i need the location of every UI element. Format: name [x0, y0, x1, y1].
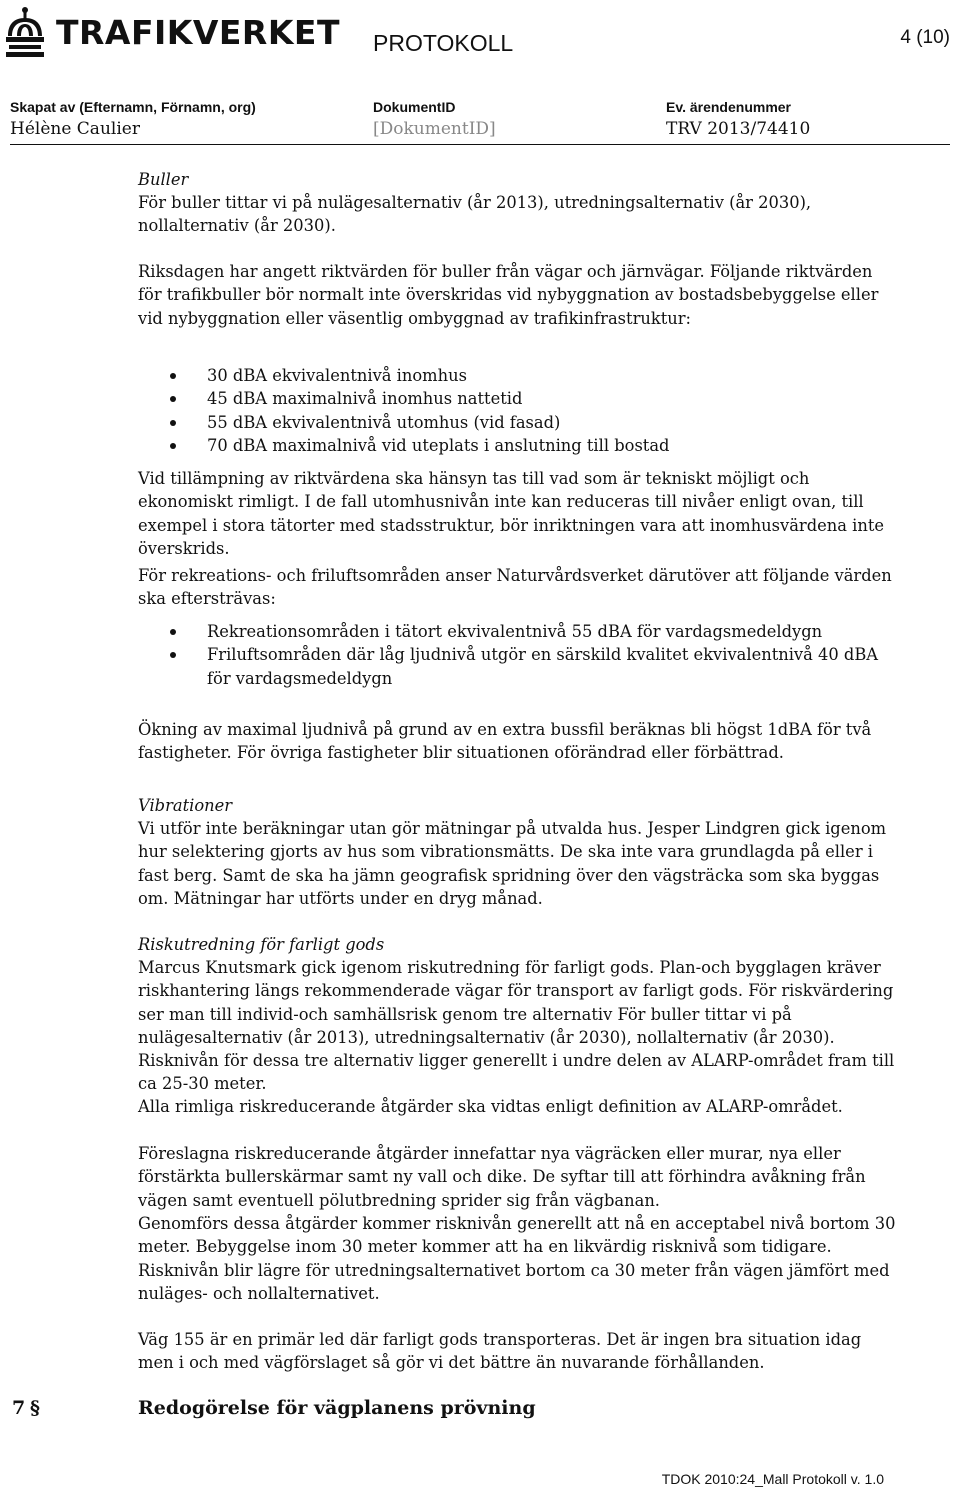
risk-paragraph: Genomförs dessa åtgärder kommer risknivån generellt att nå en acceptabel nivå bortom 30 meter. Bebyggelse inom 30 meter kommer att ha en likvärdig risknivå som tidigare. Risknivån blir lägre för utredningsalternativet bortom ca 30 meter från vägen jämfört med nuläges- och nollalternativet. [138, 1214, 896, 1303]
buller-paragraph: För rekreations- och friluftsområden anser Naturvårdsverket därutöver att följande värden ska eftersträvas: [138, 566, 892, 609]
list-item: Rekreationsområden i tätort ekvivalentnivå 55 dBA för vardagsmedeldygn [138, 620, 898, 643]
section-number: 7 [12, 1397, 26, 1419]
logo-wordmark: TRAFIKVERKET [56, 12, 340, 52]
buller-heading: Buller [138, 170, 189, 189]
risk-paragraph: Väg 155 är en primär led där farligt gods transporteras. Det är ingen bra situation idag men i och med vägförslaget så gör vi det bättre än nuvarande förhållanden. [138, 1330, 862, 1373]
buller-paragraph: Riksdagen har angett riktvärden för buller från vägar och järnvägar. Följande riktvärden för trafikbuller bör normalt inte överskridas vid nybyggnation av bostadsbebyggelse eller vid nybyggnation eller väsentlig ombyggnad av trafikinfrastruktur: [138, 262, 879, 328]
list-item: 70 dBA maximalnivå vid uteplats i anslutning till bostad [138, 434, 898, 457]
vibrationer-paragraph: Vi utför inte beräkningar utan gör mätningar på utvalda hus. Jesper Lindgren gick igenom hur selektering gjorts av hus som vibrationsmätts. De ska inte vara grundlagda på eller i fast berg. Samt de ska ha jämn geografisk spridning över den vägsträcka som ska byggas om. Mätningar har utförts under en dryg månad. [138, 819, 887, 908]
meta-value-author: Hélène Caulier [10, 119, 140, 139]
section-sign: § [30, 1397, 40, 1419]
list-item: 45 dBA maximalnivå inomhus nattetid [138, 387, 898, 410]
meta-label-document-id: DokumentID [373, 99, 456, 115]
meta-value-document-id: [DokumentID] [373, 119, 496, 139]
buller-paragraph: Ökning av maximal ljudnivå på grund av en extra bussfil beräknas bli högst 1dBA för två fastigheter. För övriga fastigheter blir situationen oförändrad eller förbättrad. [138, 720, 872, 763]
trafikverket-logo [4, 6, 340, 58]
meta-label-author: Skapat av (Efternamn, Förnamn, org) [10, 99, 256, 115]
list-item: 30 dBA ekvivalentnivå inomhus [138, 364, 898, 387]
crown-icon [4, 6, 46, 58]
document-type: PROTOKOLL [373, 30, 514, 56]
recreation-limits-list [138, 620, 898, 690]
buller-paragraph: För buller tittar vi på nulägesalternativ (år 2013), utredningsalternativ (år 2030), nollalternativ (år 2030). [138, 193, 812, 236]
buller-paragraph: Vid tillämpning av riktvärdena ska hänsyn tas till vad som är tekniskt möjligt och ekonomiskt rimligt. I de fall utomhusnivån inte kan reduceras till nivåer enligt ovan, till exempel i stora tätorter med stadsstruktur, bör inriktningen vara att inomhusvärdena inte överskrids. [138, 469, 885, 558]
risk-paragraph: Marcus Knutsmark gick igenom riskutredning för farligt gods. Plan-och bygglagen kräver riskhantering längs rekommenderade vägar för transport av farligt gods. För riskvärdering ser man till individ-och samhällsrisk genom tre alternativ För buller tittar vi på nulägesalternativ (år 2013), utredningsalternativ (år 2030), nollalternativ (år 2030). Risknivån för dessa tre alternativ ligger generellt i undre delen av ALARP-området fram till ca 25-30 meter. [138, 958, 895, 1094]
risk-paragraph: Föreslagna riskreducerande åtgärder innefattar nya vägräcken eller murar, nya eller förstärkta bullerskärmar samt ny vall och dike. De syftar till att förhindra avåkning från vägen samt eventuell pölutbredning sprider sig från vägbanan. [138, 1144, 866, 1210]
section-title: Redogörelse för vägplanens prövning [138, 1397, 536, 1419]
header-divider [10, 144, 950, 145]
risk-paragraph: Alla rimliga riskreducerande åtgärder ska vidtas enligt definition av ALARP-området. [138, 1097, 843, 1116]
list-item: 55 dBA ekvivalentnivå utomhus (vid fasad) [138, 411, 898, 434]
page-number: 4 (10) [900, 27, 950, 48]
meta-label-case-number: Ev. ärendenummer [666, 99, 792, 115]
list-item: Friluftsområden där låg ljudnivå utgör en särskild kvalitet ekvivalentnivå 40 dBA för vardagsmedeldygn [138, 643, 898, 690]
noise-limits-list [138, 364, 898, 457]
vibrationer-heading: Vibrationer [138, 796, 233, 815]
template-footer: TDOK 2010:24_Mall Protokoll v. 1.0 [661, 1471, 884, 1487]
risk-heading: Riskutredning för farligt gods [138, 935, 385, 954]
meta-value-case-number: TRV 2013/74410 [666, 119, 811, 139]
